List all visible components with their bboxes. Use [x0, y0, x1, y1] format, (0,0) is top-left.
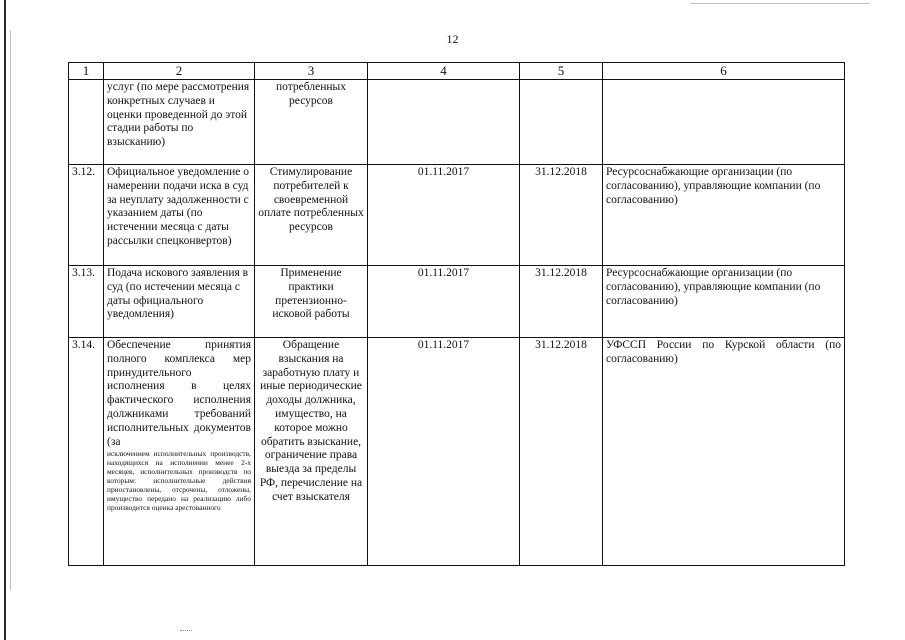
column-header-4: 4	[368, 63, 520, 80]
start-date-cell: 01.11.2017	[368, 338, 520, 566]
end-date-cell: 31.12.2018	[520, 266, 603, 338]
table-row	[69, 80, 845, 165]
event-text: Обеспечение принятия полного комплекса мер принудительного исполнения в целях фактического исполнения должниками требований исполнительных документов (за	[107, 339, 251, 448]
measures-table	[68, 62, 845, 566]
result-cell: Стимулирование потребителей к своевременной оплате потребленных ресурсов	[255, 165, 368, 266]
top-rule	[690, 3, 870, 4]
responsible-cell: Ресурсоснабжающие организации (по согласованию), управляющие компании (по согласованию)	[603, 165, 845, 266]
column-header-2: 2	[104, 63, 255, 80]
start-date-cell: 01.11.2017	[368, 165, 520, 266]
row-number: 3.13.	[69, 266, 104, 338]
page-left-edge	[4, 0, 6, 640]
column-header-5: 5	[520, 63, 603, 80]
end-date-cell	[520, 80, 603, 165]
end-date-cell: 31.12.2018	[520, 338, 603, 566]
scan-specks	[180, 630, 192, 633]
result-cell: Обращение взыскания на заработную плату и иные периодические доходы должника, имущество, на которое можно обратить взыскание, ограничение права выезда за пределы РФ, перечисление на счет взыскателя	[255, 338, 368, 566]
start-date-cell	[368, 80, 520, 165]
event-cell: услуг (по мере рассмотрения конкретных случаев и оценки проведенной до этой стадии работы по взысканию)	[104, 80, 255, 165]
end-date-cell: 31.12.2018	[520, 165, 603, 266]
table-header-row	[69, 63, 845, 80]
column-header-1: 1	[69, 63, 104, 80]
table-row	[69, 165, 845, 266]
start-date-cell: 01.11.2017	[368, 266, 520, 338]
row-number: 3.14.	[69, 338, 104, 566]
binding-line	[10, 30, 11, 590]
row-number	[69, 80, 104, 165]
result-cell: Применение практики претензионно-исковой работы	[255, 266, 368, 338]
event-cell	[104, 338, 255, 566]
responsible-cell	[603, 80, 845, 165]
column-header-3: 3	[255, 63, 368, 80]
responsible-cell: Ресурсоснабжающие организации (по согласованию), управляющие компании (по согласованию)	[603, 266, 845, 338]
table-row	[69, 266, 845, 338]
event-fine-print: исключением исполнительных производств, находящихся на исполнении менее 2-х месяцев, исполнительных производств по которым: исполнительные действия приостановлены, отсрочены, отложены, имущество передано на реализацию либо производится оценка арестованного	[107, 449, 251, 512]
event-cell: Подача искового заявления в суд (по истечении месяца с даты официального уведомления)	[104, 266, 255, 338]
page-number: 12	[446, 32, 459, 46]
table-row	[69, 338, 845, 566]
event-cell: Официальное уведомление о намерении подачи иска в суд за неуплату задолженности с указанием даты (по истечении месяца с даты рассылки спецконвертов)	[104, 165, 255, 266]
column-header-6: 6	[603, 63, 845, 80]
row-number: 3.12.	[69, 165, 104, 266]
responsible-cell: УФССП России по Курской области (по согласованию)	[603, 338, 845, 566]
result-cell: потребленных ресурсов	[255, 80, 368, 165]
